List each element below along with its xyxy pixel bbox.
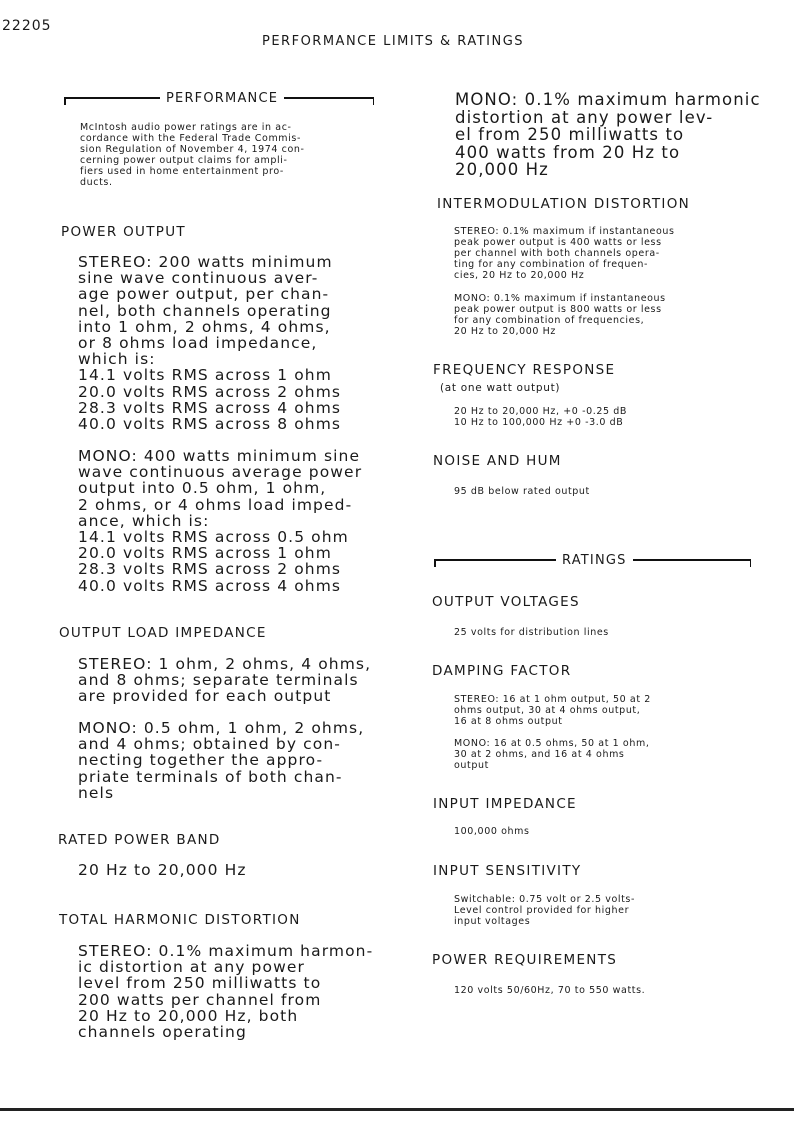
noise-hum-heading: NOISE AND HUM: [433, 453, 562, 469]
imd-heading: INTERMODULATION DISTORTION: [437, 196, 691, 212]
power-requirements-heading: POWER REQUIREMENTS: [432, 952, 618, 968]
page-number: 22205: [2, 18, 52, 34]
page-title: PERFORMANCE LIMITS & RATINGS: [262, 34, 525, 49]
power-output-heading: POWER OUTPUT: [61, 224, 186, 240]
thd-mono: MONO: 0.1% maximum harmonic distortion at any power lev- el from 250 milliwatts to 400 watts from 20 Hz to 20,000 Hz: [455, 90, 761, 179]
thd-heading: TOTAL HARMONIC DISTORTION: [59, 912, 301, 928]
output-voltages-heading: OUTPUT VOLTAGES: [432, 594, 580, 610]
footer-rule: [0, 1108, 794, 1111]
rated-power-band-heading: RATED POWER BAND: [58, 832, 221, 848]
performance-intro: McIntosh audio power ratings are in ac- cordance with the Federal Trade Commis- sion Regulation of November 4, 1974 con- cerning power output claims for ampli- fiers used in home entertainment pro- ducts.: [80, 122, 305, 188]
frequency-response-heading: FREQUENCY RESPONSE: [433, 362, 616, 378]
ratings-bracket: [434, 553, 751, 568]
damping-factor-stereo: STEREO: 16 at 1 ohm output, 50 at 2 ohms output, 30 at 4 ohms output, 16 at 8 ohms output: [454, 694, 651, 727]
frequency-response-values: 20 Hz to 20,000 Hz, +0 -0.25 dB 10 Hz to 100,000 Hz +0 -3.0 dB: [454, 406, 628, 428]
output-load-impedance-stereo: STEREO: 1 ohm, 2 ohms, 4 ohms, and 8 ohms; separate terminals are provided for each output: [78, 655, 372, 706]
damping-factor-mono: MONO: 16 at 0.5 ohms, 50 at 1 ohm, 30 at 2 ohms, and 16 at 4 ohms output: [454, 738, 650, 771]
damping-factor-heading: DAMPING FACTOR: [432, 663, 572, 679]
power-requirements-value: 120 volts 50/60Hz, 70 to 550 watts.: [454, 985, 646, 996]
imd-stereo: STEREO: 0.1% maximum if instantaneous peak power output is 400 watts or less per channel with both channels opera- ting for any combination of frequen- cies, 20 Hz to 20,000 Hz: [454, 226, 675, 281]
rated-power-band-value: 20 Hz to 20,000 Hz: [78, 861, 247, 879]
input-sensitivity-heading: INPUT SENSITIVITY: [433, 863, 582, 879]
power-output-stereo: STEREO: 200 watts minimum sine wave continuous aver- age power output, per chan- nel, both channels operating into 1 ohm, 2 ohms, 4 ohms, or 8 ohms load impedance, which is: 14.1 volts RMS across 1 ohm 20.0 volts RMS across 2 ohms 28.3 volts RMS across 4 ohms 40.0 volts RMS across 8 ohms: [78, 253, 342, 434]
input-sensitivity-value: Switchable: 0.75 volt or 2.5 volts- Level control provided for higher input voltages: [454, 894, 635, 927]
imd-mono: MONO: 0.1% maximum if instantaneous peak power output is 800 watts or less for any combination of frequencies, 20 Hz to 20,000 Hz: [454, 293, 666, 337]
noise-hum-value: 95 dB below rated output: [454, 486, 590, 497]
performance-heading: PERFORMANCE: [160, 91, 284, 106]
input-impedance-heading: INPUT IMPEDANCE: [433, 796, 577, 812]
output-load-impedance-heading: OUTPUT LOAD IMPEDANCE: [59, 625, 267, 641]
input-impedance-value: 100,000 ohms: [454, 826, 530, 837]
thd-stereo: STEREO: 0.1% maximum harmon- ic distortion at any power level from 250 milliwatts to 200 watts per channel from 20 Hz to 20,000 Hz, both channels operating: [78, 942, 374, 1042]
output-voltages-value: 25 volts for distribution lines: [454, 627, 609, 638]
ratings-heading: RATINGS: [556, 553, 633, 568]
performance-bracket: [64, 91, 374, 106]
frequency-response-subheading: (at one watt output): [440, 382, 561, 394]
power-output-mono: MONO: 400 watts minimum sine wave continuous average power output into 0.5 ohm, 1 ohm, 2 ohms, or 4 ohms load imped- ance, which is: 14.1 volts RMS across 0.5 ohm 20.0 volts RMS across 1 ohm 28.3 volts RMS across 2 ohms 40.0 volts RMS across 4 ohms: [78, 447, 363, 595]
output-load-impedance-mono: MONO: 0.5 ohm, 1 ohm, 2 ohms, and 4 ohms; obtained by con- necting together the appro- priate terminals of both chan- nels: [78, 719, 365, 802]
